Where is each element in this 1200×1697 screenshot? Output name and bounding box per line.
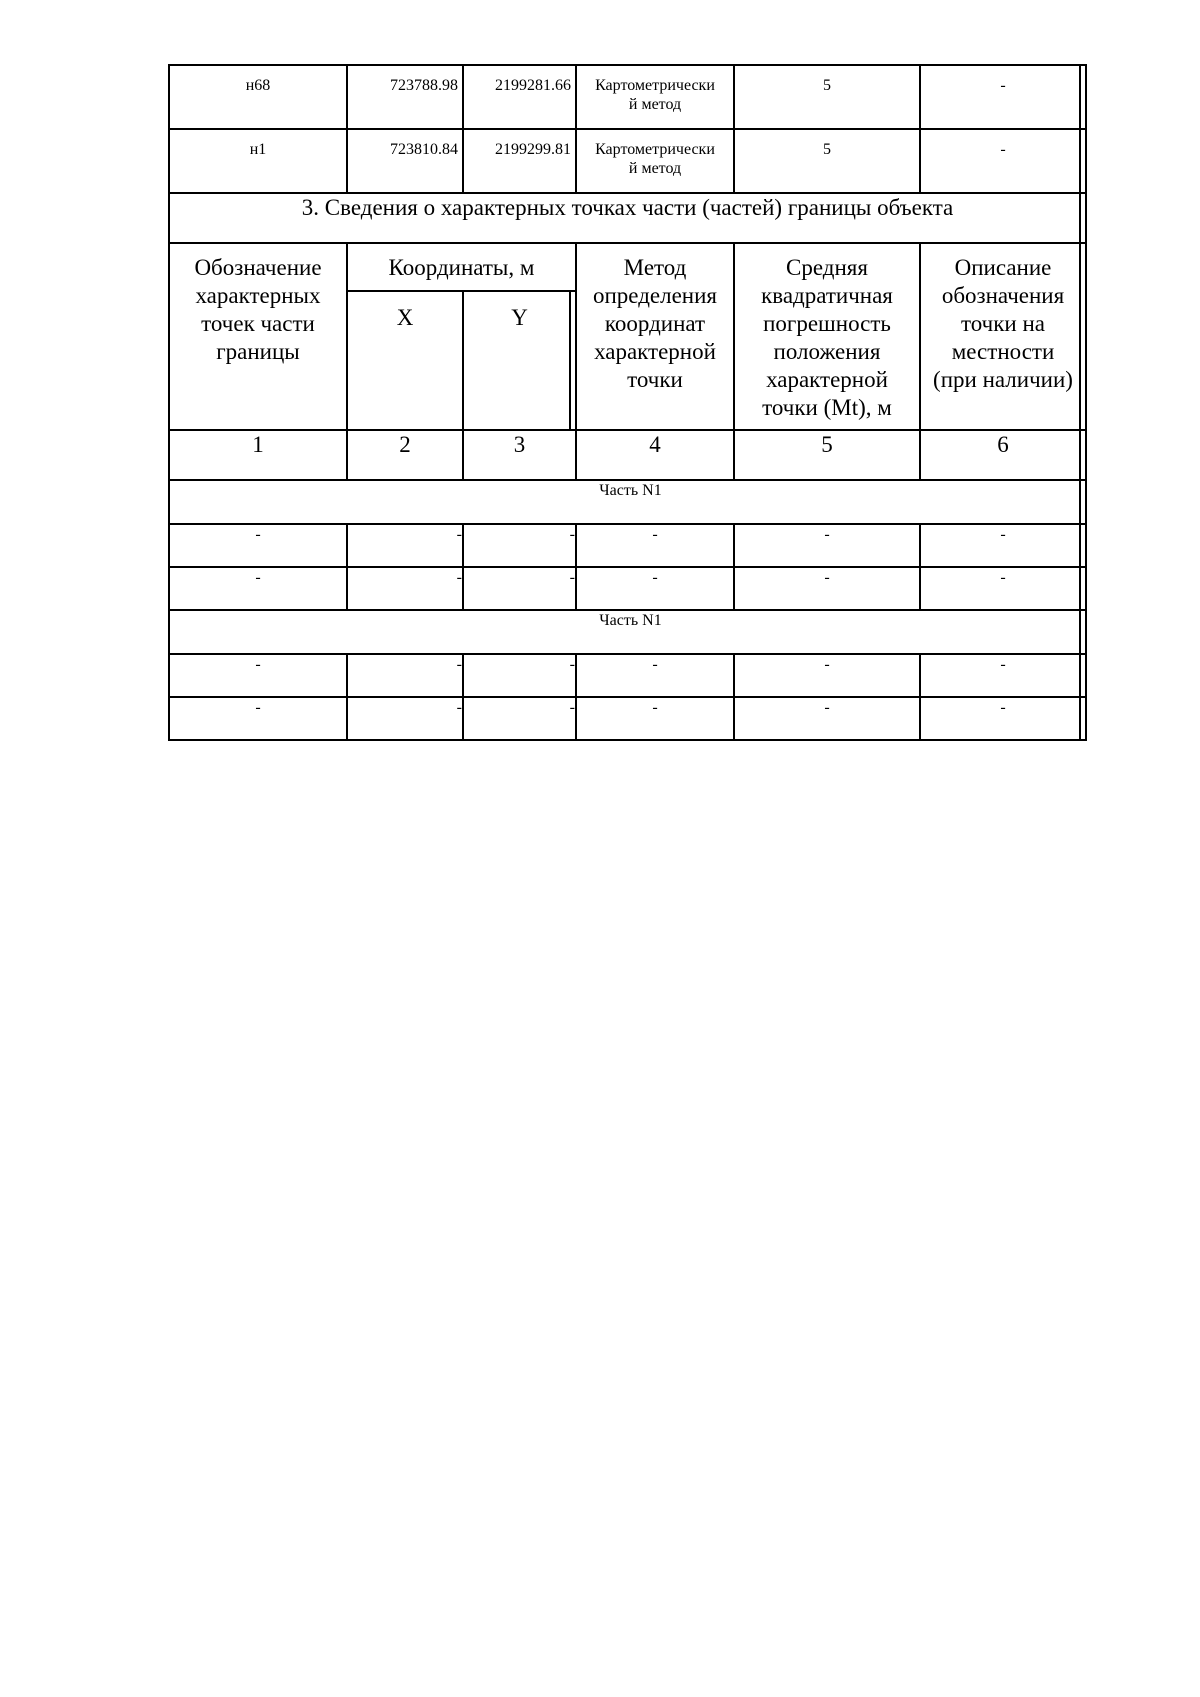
table-cell: -: [169, 697, 347, 740]
table-row: [169, 567, 1086, 610]
point-name-cell: н1: [169, 129, 347, 193]
table-cell: -: [920, 524, 1086, 567]
table-cell: -: [734, 567, 920, 610]
table-cell: -: [734, 654, 920, 697]
table-cell: -: [169, 567, 347, 610]
method-cell: Картометрически й метод: [576, 129, 734, 193]
table-row: [169, 65, 1086, 129]
column-number: 6: [920, 430, 1086, 480]
table-cell: -: [576, 654, 734, 697]
table-cell: -: [169, 654, 347, 697]
table-cell: -: [463, 567, 576, 610]
table-cell: -: [463, 697, 576, 740]
table-cell: -: [576, 567, 734, 610]
header-description: Описание обозначения точки на местности (при наличии): [920, 243, 1086, 430]
table-cell: -: [463, 524, 576, 567]
header-method: Метод определения координат характерной точки: [576, 243, 734, 430]
x-coordinate-cell: 723810.84: [347, 129, 463, 193]
point-name-cell: н68: [169, 65, 347, 129]
table-cell: -: [347, 654, 463, 697]
part-label-row: [169, 480, 1086, 524]
table-cell: -: [347, 524, 463, 567]
header-point-designation: Обозначение характерных точек части границы: [169, 243, 347, 430]
y-coordinate-cell: 2199281.66: [463, 65, 576, 129]
error-cell: 5: [734, 129, 920, 193]
table-cell: -: [576, 524, 734, 567]
table-cell: -: [734, 697, 920, 740]
header-y: Y: [463, 291, 576, 430]
table-cell: -: [576, 697, 734, 740]
boundary-points-table: [168, 64, 1087, 741]
y-coordinate-cell: 2199299.81: [463, 129, 576, 193]
method-cell: Картометрически й метод: [576, 65, 734, 129]
table-cell: -: [920, 697, 1086, 740]
part-label-row: [169, 610, 1086, 654]
description-cell: -: [920, 65, 1086, 129]
table-cell: -: [347, 697, 463, 740]
part-label: Часть N1: [169, 610, 1086, 654]
part-label: Часть N1: [169, 480, 1086, 524]
table-cell: -: [169, 524, 347, 567]
section-title: 3. Сведения о характерных точках части (частей) границы объекта: [169, 193, 1086, 243]
column-number: 3: [463, 430, 576, 480]
table-cell: -: [920, 567, 1086, 610]
description-cell: -: [920, 129, 1086, 193]
error-cell: 5: [734, 65, 920, 129]
section-title-row: [169, 193, 1086, 243]
table-cell: -: [734, 524, 920, 567]
column-number: 5: [734, 430, 920, 480]
header-x: X: [347, 291, 463, 430]
table-row: [169, 697, 1086, 740]
table-cell: -: [347, 567, 463, 610]
column-number: 2: [347, 430, 463, 480]
x-coordinate-cell: 723788.98: [347, 65, 463, 129]
table-cell: -: [463, 654, 576, 697]
header-mean-square-error: Средняя квадратичная погрешность положения характерной точки (Mt), м: [734, 243, 920, 430]
column-numbers-row: [169, 430, 1086, 480]
header-coordinates: Координаты, м: [347, 243, 576, 291]
table-row: [169, 654, 1086, 697]
table-row: [169, 129, 1086, 193]
column-number: 1: [169, 430, 347, 480]
table-row: [169, 524, 1086, 567]
header-row: [169, 243, 1086, 291]
table-cell: -: [920, 654, 1086, 697]
column-number: 4: [576, 430, 734, 480]
